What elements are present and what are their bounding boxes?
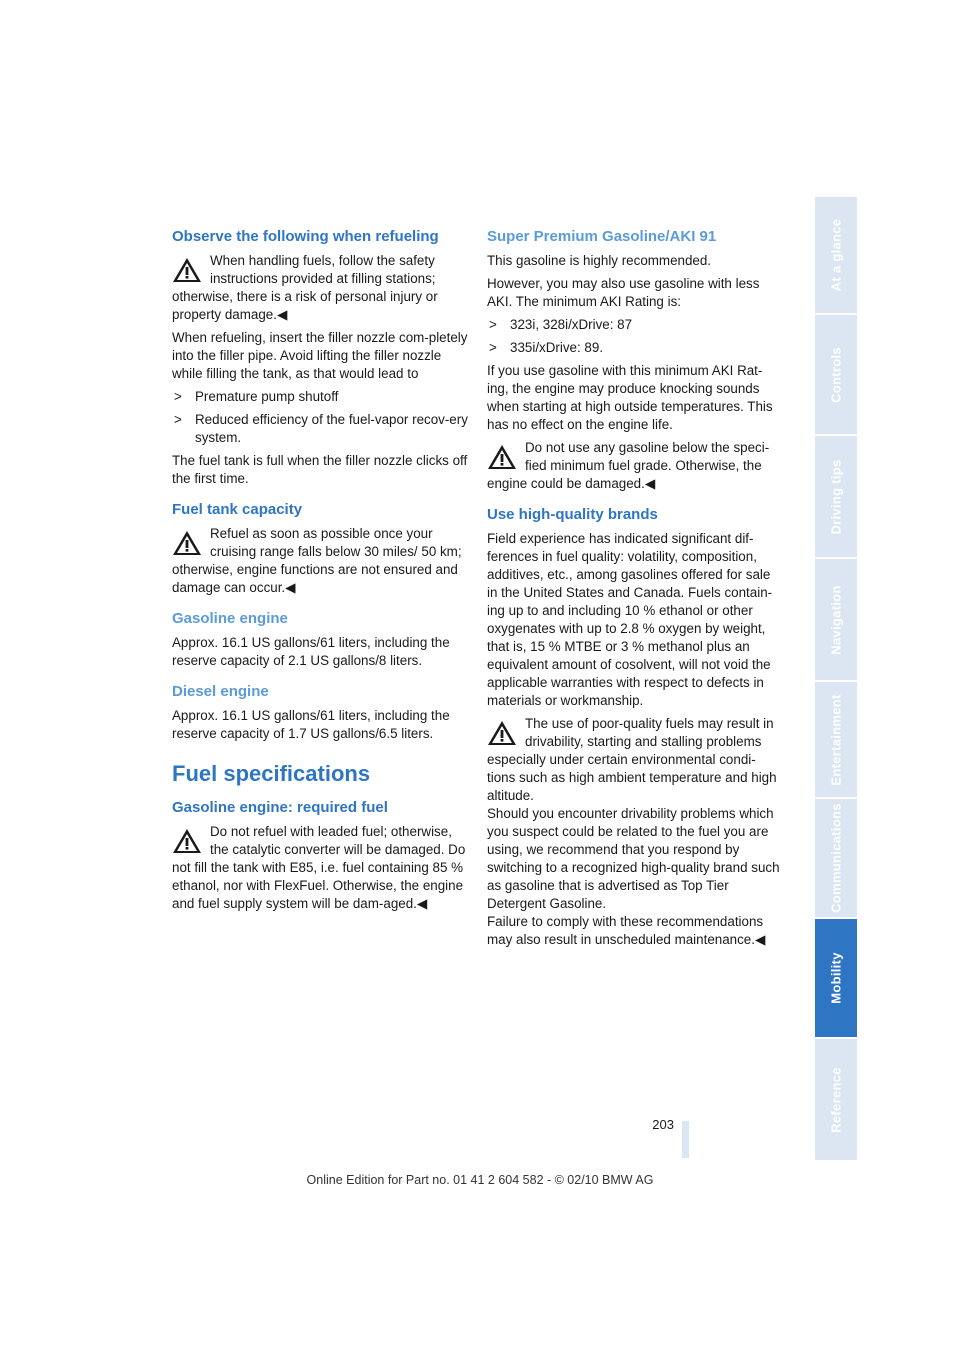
brands-heading: Use high-quality brands — [487, 506, 658, 523]
required-fuel-warning-text: Do not refuel with leaded fuel; otherwise, the catalytic converter will be damaged. Do not fill the tank with E85, i.e. fuel containing 85 % ethanol, nor with FlexFuel. Otherwise, the engine and fuel supply system will be dam-aged.◀ — [172, 824, 466, 911]
super-premium-heading: Super Premium Gasoline/AKI 91 — [487, 228, 717, 245]
bullet-marker: > — [489, 340, 497, 355]
bullet-marker: > — [174, 389, 182, 404]
brands-warning-text: The use of poor-quality fuels may result in drivability, starting and stalling problems especially under certain environmental condi-tions such as high ambient temperature and high altitude. — [487, 716, 777, 803]
tab-label: Navigation — [828, 584, 844, 655]
refuel-paragraph-2: The fuel tank is full when the filler nozzle clicks off the first time. — [172, 453, 468, 486]
warning-triangle-icon — [172, 256, 202, 284]
refuel-paragraph-1: When refueling, insert the filler nozzle com-pletely into the filler pipe. Avoid lifting the filler nozzle while filling the tank, as that would lead to — [172, 330, 468, 381]
capacity-heading: Fuel tank capacity — [172, 501, 303, 518]
refuel-warning — [172, 252, 468, 324]
right-column — [487, 228, 783, 954]
refuel-heading: Observe the following when refueling — [172, 228, 439, 245]
super-paragraph-1: This gasoline is highly recommended. — [487, 253, 712, 268]
brands-paragraph-3: Failure to comply with these recommendations may also result in unscheduled maintenance.◀ — [487, 914, 766, 947]
left-column — [172, 228, 468, 918]
list-item — [487, 316, 783, 334]
super-warning — [487, 439, 783, 493]
tab-driving-tips[interactable] — [815, 436, 857, 559]
tab-navigation[interactable] — [815, 559, 857, 682]
bullet-marker: > — [489, 317, 497, 332]
warning-triangle-icon — [487, 719, 517, 747]
brands-paragraph-1: Field experience has indicated significant dif-ferences in fuel quality: volatility, composition, additives, etc., among gasolines offered for sale in the United States and Canada. Fuels contain-ing up to and including 10 % ethanol or other oxygenates with up to 2.8 % oxygen by weight, that is, 15 % MTBE or 3 % methanol plus an equivalent amount of cosolvent, will not void the applicable warranties with respect to defects in materials or workmanship. — [487, 531, 773, 708]
super-warning-text: Do not use any gasoline below the speci-fied minimum fuel grade. Otherwise, the engine could be damaged.◀ — [487, 440, 770, 491]
brands-paragraph-2: Should you encounter drivability problems which you suspect could be related to the fuel you are using, we recommend that you respond by switching to a recognized high-quality brand such as gasoline that is advertised as Top Tier Detergent Gasoline. — [487, 806, 780, 911]
bullet-marker: > — [174, 412, 182, 427]
warning-triangle-icon — [487, 443, 517, 471]
warning-triangle-icon — [172, 827, 202, 855]
list-item-text: 335i/xDrive: 89. — [510, 340, 604, 355]
tab-reference[interactable] — [815, 1039, 857, 1162]
gasoline-engine-text: Approx. 16.1 US gallons/61 liters, including the reserve capacity of 2.1 US gallons/8 liters. — [172, 635, 450, 668]
footer-edition-text: Online Edition for Part no. 01 41 2 604 582 - © 02/10 BMW AG — [306, 1173, 654, 1187]
chapter-tabs — [815, 197, 857, 1160]
required-fuel-heading: Gasoline engine: required fuel — [172, 799, 388, 816]
list-item — [487, 339, 783, 357]
tab-entertainment[interactable] — [815, 682, 857, 799]
page-number: 203 — [652, 1117, 674, 1132]
brands-warning — [487, 715, 783, 805]
super-paragraph-2: However, you may also use gasoline with less AKI. The minimum AKI Rating is: — [487, 276, 760, 309]
diesel-engine-heading: Diesel engine — [172, 683, 269, 700]
tab-label: Controls — [828, 346, 844, 403]
tab-controls[interactable] — [815, 315, 857, 436]
capacity-warning-text: Refuel as soon as possible once your cruising range falls below 30 miles/ 50 km; otherwise, engine functions are not ensured and damage can occur.◀ — [172, 526, 462, 595]
refuel-warning-text: When handling fuels, follow the safety instructions provided at filling stations; otherwise, there is a risk of personal injury or property damage.◀ — [172, 253, 438, 322]
tab-communications[interactable] — [815, 799, 857, 919]
fuel-specifications-heading: Fuel specifications — [172, 761, 371, 786]
diesel-engine-text: Approx. 16.1 US gallons/61 liters, including the reserve capacity of 1.7 US gallons/6.5 liters. — [172, 708, 450, 741]
tab-label: Driving tips — [828, 458, 844, 535]
tab-label: Entertainment — [828, 693, 844, 786]
tab-label: Communications — [828, 803, 844, 913]
warning-triangle-icon — [172, 529, 202, 557]
page-marker-bar — [682, 1121, 689, 1158]
super-paragraph-3: If you use gasoline with this minimum AKI Rat-ing, the engine may produce knocking sounds when starting at high outside temperatures. This has no effect on the engine life. — [487, 363, 773, 432]
list-item — [172, 411, 468, 447]
tab-label: Reference — [828, 1066, 844, 1133]
tab-label: At a glance — [828, 218, 844, 292]
list-item-text: Reduced efficiency of the fuel-vapor recov-ery system. — [195, 412, 468, 445]
required-fuel-warning — [172, 823, 468, 913]
tab-at-a-glance[interactable] — [815, 197, 857, 315]
list-item-text: 323i, 328i/xDrive: 87 — [510, 317, 633, 332]
list-item-text: Premature pump shutoff — [195, 389, 339, 404]
list-item — [172, 388, 468, 406]
tab-label: Mobility — [828, 952, 844, 1004]
gasoline-engine-heading: Gasoline engine — [172, 610, 288, 627]
capacity-warning — [172, 525, 468, 597]
tab-mobility[interactable] — [815, 919, 857, 1039]
